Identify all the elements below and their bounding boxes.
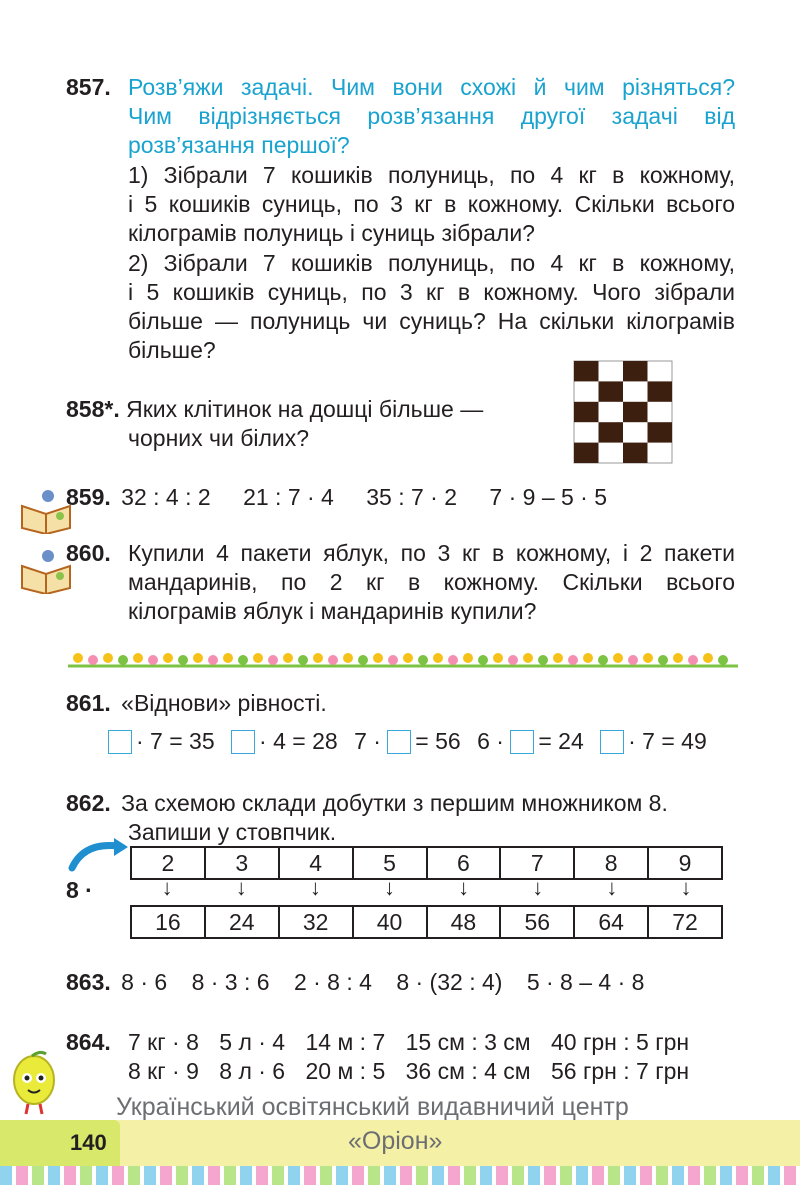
expr: 8 · 3 : 6: [191, 969, 270, 995]
flower-icon: [418, 655, 428, 665]
flower-icon: [163, 653, 173, 663]
scheme-cell-top: 7: [500, 847, 574, 879]
flower-icon: [403, 653, 413, 663]
task-860-text-3: кілограмів яблук і мандаринів купили?: [128, 598, 537, 624]
flower-icon: [553, 653, 563, 663]
flower-icon: [268, 655, 278, 665]
footer-stripe: [0, 1166, 800, 1185]
flower-icon: [673, 653, 683, 663]
task-number: 863.: [66, 969, 111, 995]
expr: 8 кг · 9: [128, 1058, 199, 1084]
task-number: 858*.: [66, 396, 120, 422]
task-863: [66, 967, 644, 997]
flower-icon: [433, 653, 443, 663]
task-857: [66, 72, 111, 102]
eq: = 56: [415, 728, 461, 754]
scheme-cell-bottom: 32: [279, 906, 353, 938]
eq: = 24: [538, 728, 584, 754]
down-arrow-icon: ↓: [606, 875, 618, 900]
flower-icon: [583, 653, 593, 663]
flower-icon: [238, 655, 248, 665]
board-cell-dark: [623, 443, 648, 463]
flower-icon: [193, 653, 203, 663]
task-860-text-1: Купили 4 пакети яблук, по 3 кг в кожному, і 2 пакети: [128, 540, 735, 566]
eq: · 7 = 49: [628, 728, 707, 754]
task-number: 862.: [66, 790, 111, 816]
flower-icon: [328, 655, 338, 665]
flower-icon: [493, 653, 503, 663]
eq: · 7 = 35: [136, 728, 215, 754]
scheme-cell-bottom: 16: [131, 906, 205, 938]
flower-icon: [358, 655, 368, 665]
task-857-text-2c: більше — полуниць чи суниць? На скільки кілограмів: [128, 308, 735, 334]
scheme-cell-bottom: 48: [427, 906, 501, 938]
task-858: [66, 394, 483, 424]
expr: 2 · 8 : 4: [293, 969, 372, 995]
flower-icon: [718, 655, 728, 665]
scheme-cell-bottom: 72: [648, 906, 722, 938]
flower-divider: [68, 648, 738, 670]
task-857-text-1b: і 5 кошиків суниць, по 3 кг в кожному. Скільки всього: [128, 191, 735, 217]
task-859: [66, 482, 607, 512]
task-862: [66, 788, 668, 818]
flower-icon: [448, 655, 458, 665]
flower-icon: [118, 655, 128, 665]
board-cell-dark: [648, 422, 673, 442]
expr: 32 : 4 : 2: [121, 484, 211, 510]
board-cell-dark: [599, 381, 624, 401]
answer-box[interactable]: [510, 730, 534, 754]
expr: 8 · (32 : 4): [396, 969, 503, 995]
task-861-title: «Віднови» рівності.: [121, 690, 327, 716]
flower-icon: [508, 655, 518, 665]
flower-icon: [658, 655, 668, 665]
task-number: 861.: [66, 690, 111, 716]
board-cell-dark: [574, 361, 599, 381]
task-862-text-2: Запиши у стовпчик.: [128, 819, 337, 845]
page-number: 140: [70, 1130, 107, 1155]
flower-icon: [133, 653, 143, 663]
scheme-cell-top: 4: [279, 847, 353, 879]
flower-icon: [373, 653, 383, 663]
down-arrow-icon: ↓: [383, 875, 395, 900]
task-861: [66, 688, 327, 718]
flower-icon: [343, 653, 353, 663]
task-864-row-1: [128, 1027, 689, 1057]
eq: 6 ·: [477, 728, 504, 754]
task-number: 860.: [66, 540, 111, 566]
checkerboard: [573, 360, 673, 464]
board-cell-dark: [599, 422, 624, 442]
expr: 7 · 9 – 5 · 5: [489, 484, 608, 510]
flower-icon: [148, 655, 158, 665]
flower-icon: [208, 655, 218, 665]
board-cell-dark: [623, 361, 648, 381]
flower-icon: [598, 655, 608, 665]
flower-icon: [628, 655, 638, 665]
flower-icon: [253, 653, 263, 663]
lemon-mascot-icon: [4, 1050, 64, 1120]
scheme-cell-bottom: 40: [353, 906, 427, 938]
answer-box[interactable]: [387, 730, 411, 754]
task-860: [66, 538, 111, 568]
task-862-text-1: За схемою склади добутки з першим множником 8.: [121, 790, 668, 816]
expr: 35 : 7 · 2: [366, 484, 458, 510]
flower-icon: [313, 653, 323, 663]
task-857-text-2a: 2) Зібрали 7 кошиків полуниць, по 4 кг в кожному,: [128, 250, 735, 276]
expr: 5 л · 4: [219, 1029, 286, 1055]
eq: 7 ·: [354, 728, 381, 754]
expr: 7 кг · 8: [128, 1029, 199, 1055]
scheme-cell-top: 8: [574, 847, 648, 879]
task-860-text-2: мандаринів, по 2 кг в кожному. Скільки всього: [128, 569, 735, 595]
down-arrow-icon: ↓: [235, 875, 247, 900]
scheme-cell-bottom: 56: [500, 906, 574, 938]
expr: 14 м : 7: [305, 1029, 386, 1055]
expr: 56 грн : 7 грн: [550, 1058, 690, 1084]
flower-icon: [178, 655, 188, 665]
expr: 36 см : 4 см: [405, 1058, 531, 1084]
flower-icon: [568, 655, 578, 665]
task-number: 859.: [66, 484, 111, 510]
task-857-text-2b: і 5 кошиків суниць, по 3 кг в кожному. Чого зібрали: [128, 279, 735, 305]
board-cell-dark: [574, 402, 599, 422]
scheme-bottom-row: [130, 905, 723, 939]
task-857-text-1c: кілограмів полуниць і суниць зібрали?: [128, 220, 535, 246]
flower-icon: [88, 655, 98, 665]
expr: 15 см : 3 см: [405, 1029, 531, 1055]
expr: 40 грн : 5 грн: [550, 1029, 690, 1055]
flower-icon: [643, 653, 653, 663]
task-857-text-1a: 1) Зібрали 7 кошиків полуниць, по 4 кг в кожному,: [128, 162, 735, 188]
board-cell-dark: [648, 381, 673, 401]
scheme-cell-top: 3: [205, 847, 279, 879]
answer-box[interactable]: [231, 730, 255, 754]
eq: · 4 = 28: [259, 728, 338, 754]
task-857-question-3: розв’язання першої?: [128, 132, 350, 158]
task-861-equations: [108, 726, 707, 756]
answer-box[interactable]: [600, 730, 624, 754]
expr: 5 · 8 – 4 · 8: [526, 969, 645, 995]
task-857-question-2: Чим відрізняється розв’язання другої задачі від: [128, 103, 735, 129]
flower-icon: [613, 653, 623, 663]
flower-icon: [463, 653, 473, 663]
scheme-cell-top: 5: [353, 847, 427, 879]
task-857-question-1: Розв’яжи задачі. Чим вони схожі й чим різняться?: [128, 74, 735, 100]
down-arrow-icon: ↓: [532, 875, 544, 900]
task-number: 857.: [66, 74, 111, 100]
down-arrow-icon: ↓: [309, 875, 321, 900]
expr: 8 л · 6: [219, 1058, 286, 1084]
flower-icon: [688, 655, 698, 665]
expr: 21 : 7 · 4: [243, 484, 334, 510]
scheme-cell-top: 9: [648, 847, 722, 879]
curved-arrow-icon: [64, 836, 130, 876]
task-857-text-2d: більше?: [128, 337, 216, 363]
multiplier-label: 8 ·: [66, 877, 93, 903]
flower-icon: [703, 653, 713, 663]
scheme-cell-bottom: 64: [574, 906, 648, 938]
expr: 8 · 6: [121, 969, 168, 995]
down-arrow-icon: ↓: [161, 875, 173, 900]
task-858-text-1: Яких клітинок на дошці більше —: [126, 396, 484, 422]
task-858-text-2: чорних чи білих?: [128, 425, 310, 451]
flower-icon: [388, 655, 398, 665]
publisher-line-2: «Оріон»: [348, 1127, 443, 1155]
task-864-row-2: [128, 1056, 689, 1086]
down-arrow-icon: ↓: [458, 875, 470, 900]
flower-icon: [283, 653, 293, 663]
board-cell-dark: [623, 402, 648, 422]
flower-icon: [103, 653, 113, 663]
publisher-line-1: Український освітянський видавничий центр: [116, 1093, 629, 1121]
flower-icon: [223, 653, 233, 663]
board-cell-dark: [574, 443, 599, 463]
expr: 20 м : 5: [305, 1058, 386, 1084]
task-number: 864.: [66, 1029, 111, 1055]
scheme-arrows: [130, 873, 723, 903]
answer-box[interactable]: [108, 730, 132, 754]
down-arrow-icon: ↓: [680, 875, 692, 900]
scheme-cell-bottom: 24: [205, 906, 279, 938]
flower-icon: [478, 655, 488, 665]
flower-icon: [73, 653, 83, 663]
scheme-cell-top: 6: [427, 847, 501, 879]
flower-icon: [298, 655, 308, 665]
flower-icon: [538, 655, 548, 665]
task-864: [66, 1027, 111, 1057]
scheme-cell-top: 2: [131, 847, 205, 879]
flower-icon: [523, 653, 533, 663]
